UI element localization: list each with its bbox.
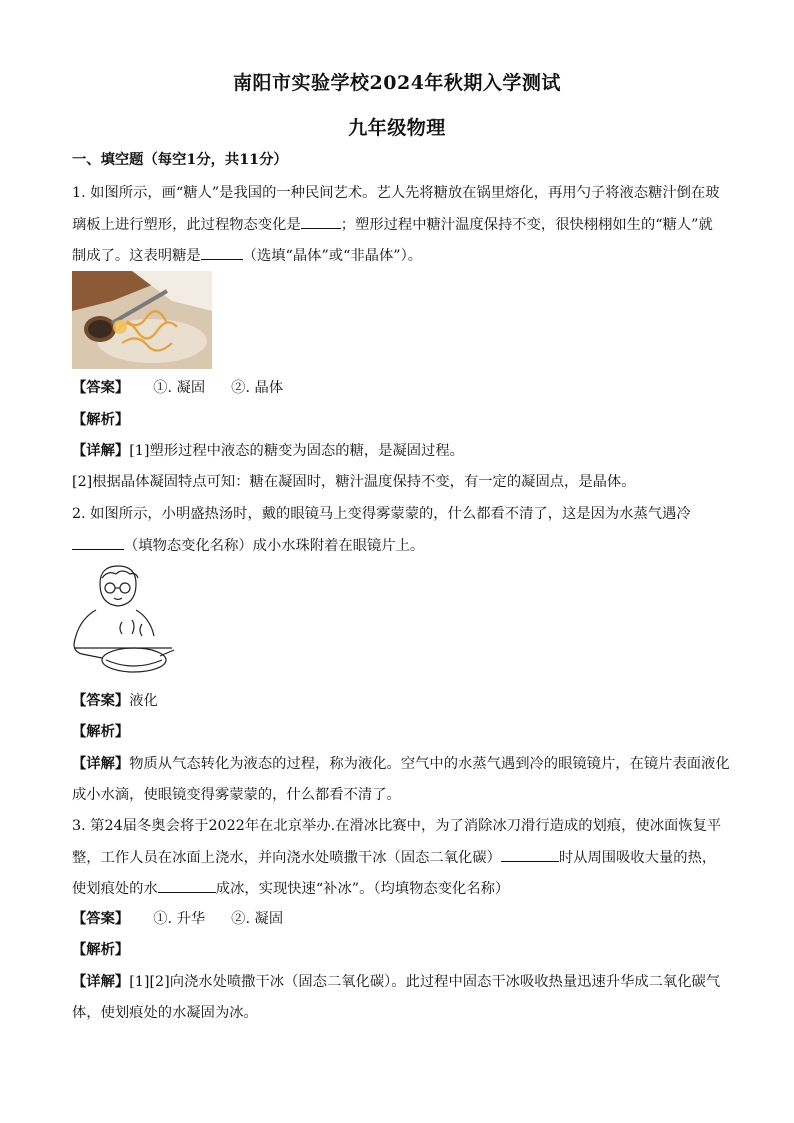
q2-detail-line1 — [72, 754, 730, 774]
q3-stem-line2 — [72, 847, 722, 868]
q2-analysis-label: 【解析】 — [72, 724, 130, 740]
q3-detail-label: 【详解】 — [72, 974, 130, 990]
q1-stem-line3 — [72, 245, 722, 266]
document-title: 南阳市实验学校2024年秋期入学测试 — [233, 72, 561, 94]
boy-soup-illustration — [70, 564, 178, 682]
q3-stem-line2b: 时从周围吸收大量的热， — [558, 850, 717, 866]
q1-stem-line3b: （选填“晶体”或“非晶体”）。 — [242, 248, 423, 264]
q3-stem-line3 — [72, 878, 722, 899]
q1-answer-2: ②. 晶体 — [231, 380, 284, 396]
q3-stem-line3a: 使划痕处的水 — [72, 881, 158, 897]
q3-answer-label: 【答案】 — [72, 911, 130, 927]
q3-analysis-label: 【解析】 — [72, 942, 130, 958]
q1-answer-label: 【答案】 — [72, 380, 130, 396]
document-subtitle: 九年级物理 — [348, 117, 446, 139]
q3-stem-line2a: 整，工作人员在冰面上浇水，并向浇水处喷撒干冰（固态二氧化碳） — [72, 850, 501, 866]
q1-stem-line2 — [72, 214, 722, 235]
q3-blank-1 — [501, 847, 559, 862]
q1-blank-1 — [301, 214, 341, 229]
candy-art-photo — [72, 271, 212, 369]
q1-answer-row — [72, 378, 722, 398]
q2-stem-line2b: （填物态变化名称）成小水珠附着在眼镜片上。 — [124, 538, 425, 554]
q1-detail-line2: [2]根据晶体凝固特点可知：糖在凝固时，糖汁温度保持不变，有一定的凝固点，是晶体。 — [72, 474, 636, 490]
q1-blank-2 — [201, 245, 243, 260]
q1-stem-line2b: ；塑形过程中糖汁温度保持不变，很快栩栩如生的“糖人”就 — [340, 217, 713, 233]
q3-detail-line1 — [72, 972, 722, 992]
q1-stem-line2a: 璃板上进行塑形，此过程物态变化是 — [72, 217, 301, 233]
q2-detail-line2: 成小水滴，使眼镜变得雾蒙蒙的，什么都看不清了。 — [72, 787, 401, 803]
q1-analysis-label: 【解析】 — [72, 412, 130, 428]
q2-detail-label: 【详解】 — [72, 756, 130, 772]
q3-stem-line3b: 成冰，实现快速“补冰”。（均填物态变化名称） — [215, 881, 510, 897]
q1-detail-text1: [1]塑形过程中液态的糖变为固态的糖，是凝固过程。 — [129, 443, 464, 459]
q3-stem-line1: 3. 第24届冬奥会将于2022年在北京举办.在滑冰比赛中，为了消除冰刀滑行造成的划痕，使冰面恢复平 — [72, 818, 722, 834]
q2-detail-text1: 物质从气态转化为液态的过程，称为液化。空气中的水蒸气遇到冷的眼镜镜片，在镜片表面液化 — [129, 756, 730, 772]
q3-answer-row — [72, 909, 722, 929]
q3-answer-2: ②. 凝固 — [231, 911, 284, 927]
q2-stem-line2 — [72, 535, 722, 556]
q3-detail-line2: 体，使划痕处的水凝固为冰。 — [72, 1005, 258, 1021]
q2-blank — [72, 535, 124, 550]
q3-detail-text1: [1][2]向浇水处喷撒干冰（固态二氧化碳）。此过程中固态干冰吸收热量迅速升华成二氧化碳气 — [129, 974, 721, 990]
section-heading: 一、填空题（每空1分，共11分） — [72, 152, 288, 168]
q2-answer-row — [72, 691, 722, 711]
q2-answer: 液化 — [129, 693, 158, 709]
q1-answer-1: ①. 凝固 — [153, 380, 206, 396]
q1-stem-line3a: 制成了。这表明糖是 — [72, 248, 201, 264]
q1-stem-line1: 1. 如图所示，画“糖人”是我国的一种民间艺术。艺人先将糖放在锅里熔化，再用勺子将液态糖汁倒在玻 — [72, 185, 720, 201]
q1-detail-line1 — [72, 441, 722, 461]
q2-stem-line1: 2. 如图所示，小明盛热汤时，戴的眼镜马上变得雾蒙蒙的，什么都看不清了，这是因为水蒸气遇冷 — [72, 506, 691, 522]
q3-answer-1: ①. 升华 — [153, 911, 206, 927]
q1-detail-label: 【详解】 — [72, 443, 130, 459]
q2-answer-label: 【答案】 — [72, 693, 130, 709]
q3-blank-2 — [158, 878, 216, 893]
